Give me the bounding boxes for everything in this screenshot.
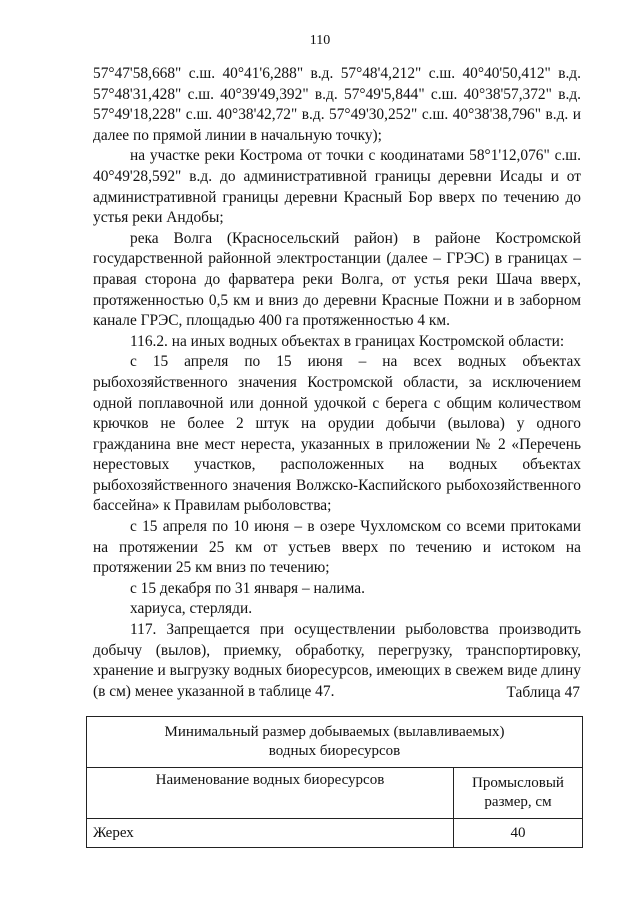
column-header-size-line: размер, см [484,794,552,810]
column-header-name: Наименование водных биоресурсов [87,768,454,819]
paragraph: река Волга (Красносельский район) в районе Костромской государственной районной электростанции (далее – ГРЭС) в границах – правая сторона до фарватера реки Волга, от устья реки Шача вверх, протяженностью 0,5 км и вниз до деревни Красные Пожни и в заборном канале ГРЭС, площадью 400 га протяженностью 4 км. [93,229,581,330]
page-number: 110 [309,33,331,48]
size-table [86,716,583,848]
paragraph: 57°47'58,668" с.ш. 40°41'6,288" в.д. 57°48'4,212" с.ш. 40°40'50,412" в.д. 57°48'31,428" с.ш. 40°39'49,392" в.д. 57°49'5,844" с.ш. 40°38'57,372" в.д. 57°49'18,228" с.ш. 40°38'42,72" в.д. 57°49'30,252" с.ш. 40°38'38,796" в.д. и далее по прямой линии в начальную точку); [93,65,581,144]
table-header-row [87,768,583,819]
paragraph: хариуса, стерляди. [130,600,253,618]
paragraph: на участке реки Кострома от точки с коодинатами 58°1'12,076" с.ш. 40°49'28,592" в.д. до административной границы деревни Исады и от административной границы деревни Красный Бор вверх по течению до устья реки Андобы; [93,147,581,227]
table-caption: Таблица 47 [506,684,580,701]
paragraph: с 15 апреля по 10 июня – в озере Чухломском со всеми притоками на протяжении 25 км от устьев вверх по течению и истоком на протяжении 25 км вниз по течению; [93,518,581,577]
table-title-line: Минимальный размер добываемых (вылавливаемых) [164,724,505,740]
body-text [93,64,581,702]
paragraph: 116.2. на иных водных объектах в границах Костромской области: [130,332,565,350]
table-title [87,717,583,768]
size-value-cell: 40 [454,819,583,848]
table-row [87,819,583,848]
column-header-size-line: Промысловый [472,775,564,791]
table-title-line: водных биоресурсов [268,743,401,759]
paragraph: с 15 апреля по 15 июня – на всех водных объектах рыбохозяйственного значения Костромской области, за исключением одной поплавочной или донной удочкой с берега с общим количеством крючков не более 2 штук на орудии добычи (вылова) у одного гражданина вне мест нереста, указанных в приложении № 2 «Перечень нерестовых участков, расположенных на водных объектах рыбохозяйственного значения Волжско-Каспийского рыбохозяйственного бассейна» к Правилам рыболовства; [93,353,581,515]
paragraph: 117. Запрещается при осуществлении рыболовства производить добычу (вылов), приемку, обработку, перегрузку, транспортировку, хранение и выгрузку водных биоресурсов, имеющих в свежем виде длину (в см) менее указанной в таблице 47. [93,621,581,700]
paragraph: с 15 декабря по 31 января – налима. [130,579,365,597]
column-header-size [454,768,583,819]
table-title-row [87,717,583,768]
species-name-cell: Жерех [87,819,454,848]
